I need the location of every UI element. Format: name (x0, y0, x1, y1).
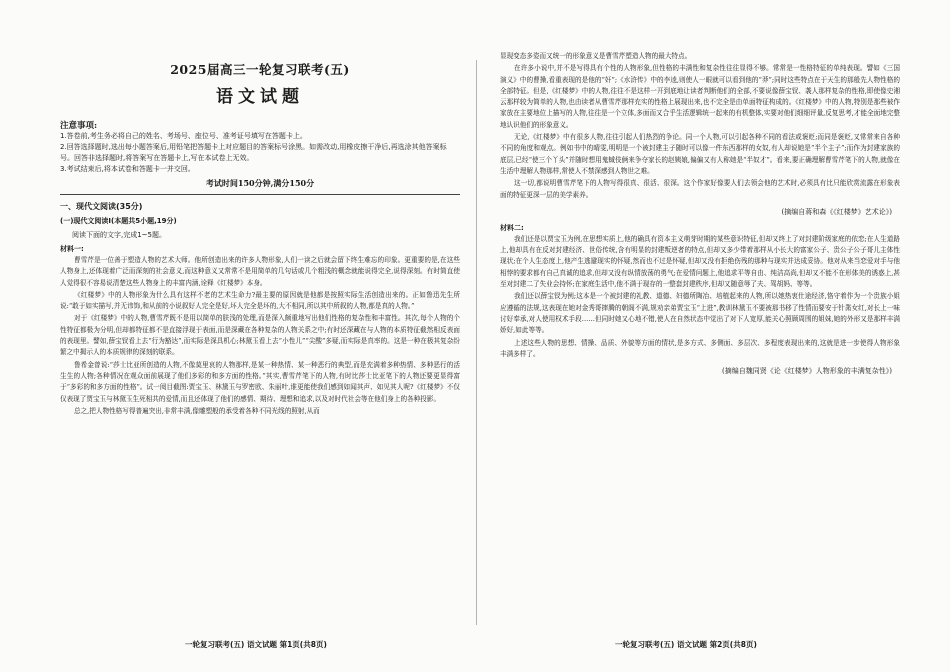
exam-title: 2025届高三一轮复习联考(五) (170, 62, 350, 77)
material-one-paragraph: 《红楼梦》中的人物形象为什么具有这样不老的艺术生命力?最主要的原因就是他都是按照实际生活创造出来的。正如鲁迅先生所说:“敢于如实描写,并无讳饰,和从前的小说叙好人完全是好,坏人完全是坏的,大不相同,所以其中所叙的人物,都是真的人物。” (60, 290, 460, 311)
reading-instruction: 阅读下面的文字,完成1~5题。 (72, 231, 166, 239)
material-one-paragraph: 这一切,都说明曹雪芹笔下的人物写得很真、很活、很深。这个作家好像要人们去领会他的艺术时,必须具有比只能欣赏流露在形象表面的特征更深一层的美学素养。 (500, 179, 900, 199)
notice-heading: 注意事项: (60, 121, 98, 131)
material-one-source: (摘编自蒋和森《《红楼梦》艺术论》) (781, 207, 892, 216)
notice-item-3: 3.考试结束后,将本试卷和答题卡一并交回。 (60, 165, 195, 173)
notice-item-1: 1.答卷前,考生务必将自己的姓名、考场号、座位号、准考证号填写在答题卡上。 (60, 132, 307, 140)
page-one (60, 50, 460, 417)
header-rule (60, 194, 460, 195)
material-two-source: (摘编自魏同贤《论《红楼梦》人物形象的丰满复杂性》) (722, 367, 892, 376)
material-one-paragraph: 对于《红楼梦》中的人物,曹雪芹既不是用以简单的肤浅的处理,而是深入颇重地写出他们性格的复杂性和丰富性。其次,每个人物的个性特征都极为分明,但却都特征都不是直接浮现于表面,而是深藏在各种复杂的人物关系之中;有时还深藏在与人物的本质特征截然相反表面的表现里。譬如,薛宝钗看上去“行为豁达”,而实际是深具机心;林黛玉看上去“小性儿”“尖酸”多疑,而实际是真率的。这是一种在极其复杂纷繁之中揭示人的本质规律的深刻的联系。 (60, 314, 460, 357)
subject-title: 语文试题 (216, 87, 304, 107)
exam-time-score: 考试时间150分钟,满分150分 (205, 178, 315, 188)
material-two-paragraph: 我们还以薛宝钗为例;这本是一个被封建的礼教、道德、妇德所陶冶、培植起来的人物,所以她热衷仕途经济,恪守着作为一个贵族小姐应遵循的法规,这表现在她对金秀哥摔腾的朝阁不满,规劝亲弟贾宝玉“上进”,教训林黛玉不要被那书移了性情而要安于针黹女红,对长上一味讨好奉承,对人使用权术手段……但同时她又心地不错,使人在自然状态中觉出了对下人宽厚,能关心照顾周围的姐妹,她的外形又是那样丰满娇好,如此等等。 (500, 292, 900, 335)
section-heading: 一、现代文阅读(35分) (60, 202, 143, 211)
subsection-heading: (一)现代文阅读Ⅰ(本题共5小题,19分) (60, 217, 177, 225)
material-two-paragraph: 上述这些人物的思想、情操、品质、外貌等方面的情状,是多方式、多侧面、多层次、多程度表现出来的,这就是进一步使得人物形象丰满多样了。 (500, 338, 900, 358)
material-one-paragraph: 在许多小说中,并不是写得具有个性的人物形象,但性格的丰满性和复杂性往往显得不够。常常是一性格特征的单纯表现。譬如《三国演义》中的曹操,看重表现的是他的“奸”;《水浒传》中的李逵,则使人一眼就可以看到他的“莽”;同时这些特点在于天生的那般先人物性格的全部特征。但是,《红楼梦》中的人物,往往不是这样一开到底地让读者判断他们的全部,不要说像薛宝钗、袭人那样复杂的性格,即使像史湘云那样较为简单的人物,也由读者从曹雪芹那样充实的性格上展现出来,也不完全是由单面特征构成的。《红楼梦》中的人物,特别是那些被作家放在主要地位上描写的人物,往往是一个立体,多面而又合乎生活逻辑统一起来的有机整体,实要对他们细细评量,反复思考,才能全面地完整地认识他们的形象意义。 (500, 64, 900, 129)
material-one-paragraph: 显现变态多姿而又统一的形象意义是曹雪芹塑造人物的最大特点。 (500, 52, 692, 60)
material-two-label: 材料二: (500, 223, 524, 232)
material-one-paragraph: 鲁希金曾说:“莎士比亚所创造的人物,不像莫里哀的人物那样,是某一种热情、某一种恶行的典型,而是充满着多种热情、多种恶行的活生生的人物;各种情况在观众面前展现了他们多彩的和多方面的性格。”其实,曹雪芹笔下的人物,有时比莎士比亚笔下的人物还要更显得富于“多彩的和多方面的性格”。试一阅目截图:贾宝玉、林黛玉与罗密欧、朱丽叶,谁更能使我们感到如闻其声、如见其人呢?《红楼梦》不仅仅表现了贾宝玉与林黛玉生死相共的爱情,而且还体现了他们的感情、期待、理想和追求,以及对时代社会等在他们身上的各种投影。 (60, 360, 460, 403)
page-one-footer: 一轮复习联考(五) 语文试题 第1页(共8页) (185, 640, 327, 649)
material-one-paragraph: 总之,把人物性格写得普遍突出,非常丰满,像雕塑般的承受着各种不同光线的照射,从而 (74, 406, 320, 415)
page-two (500, 50, 900, 382)
material-one-paragraph: 无论,《红楼梦》中有很多人物,往往引起人们热烈的争论。同一个人物,可以引起各种不同的看法或褒贬;而同是褒贬,又常常来自各种不同的角度和观点。例如书中的晴雯,明明是一个被封建主子随时可以像一件东西那样的女奴,有人却说她是“半个主子”;而作为封建家族的底层,已经“使三个丫头”并随时想用鬼蜮伎俩来争夺家长的赵姨娘,偏偏又有人称她是“半奴才”。看来,要正确理解曹雪芹笔下的人物,就像在生活中理解人物那样,常使人不禁深感到人物世之难。 (500, 133, 900, 175)
material-one-paragraph: 曹雪芹是一位善于塑造人物的艺术大师。他所创造出来的许多人物形象,人们一读之后就会留下终生难忘的印象。更重要的是,在这些人物身上,还体现着广泛而深刻的社会意义,而这种意义又常常不是用简单的几句话或几个粗浅的概念就能说得完全,说得深刻。有时简直使人觉得很不容易说清楚这些人物身上的丰富内涵,诠释《红楼梦》本身。 (60, 256, 460, 287)
page-two-footer: 一轮复习联考(五) 语文试题 第2页(共8页) (615, 640, 757, 649)
material-one-label: 材料一: (60, 245, 84, 253)
page-divider (476, 60, 477, 625)
material-two-paragraph: 我们还是以贾宝玉为例,在思想实质上,他的确具有资本主义萌芽时期的某些意识特征,但却又终上了对封建阶级家庭的依恋;在人生道路上,他却具有在反对封建经济、世俗传统,含有明显的封建叛逆者的特点,但却又多少带着那样从小长大的富家公子、贵公子公子哥儿主体性现状;在个人生态度上,他产生逃避现实的怀疑,然而也不过是怀疑,但却又没有拒绝伤残的那种与现实并达成妥协。他对从来当恋爱对手与他相悖的要求都有自己真诚的追求,但却又没有纵情放荡的勇气;在爱情问题上,他追求平等自由、纯洁高尚,但却又不能不在形体美的诱惑上,甚至对封建二了失业会持怀;在家庭生活中,他不满于现存的一整套封建秩序,但却又随意辱了夫、驾胡妈、等等。 (500, 234, 900, 289)
notice-item-2: 2.回答选择题时,选出每小题答案后,用铅笔把答题卡上对应题目的答案标号涂黑。如需改动,用橡皮擦干净后,再选涂其他答案标号。回答非选择题时,将答案写在答题卡上,写在本试卷上无效。 (60, 143, 447, 162)
